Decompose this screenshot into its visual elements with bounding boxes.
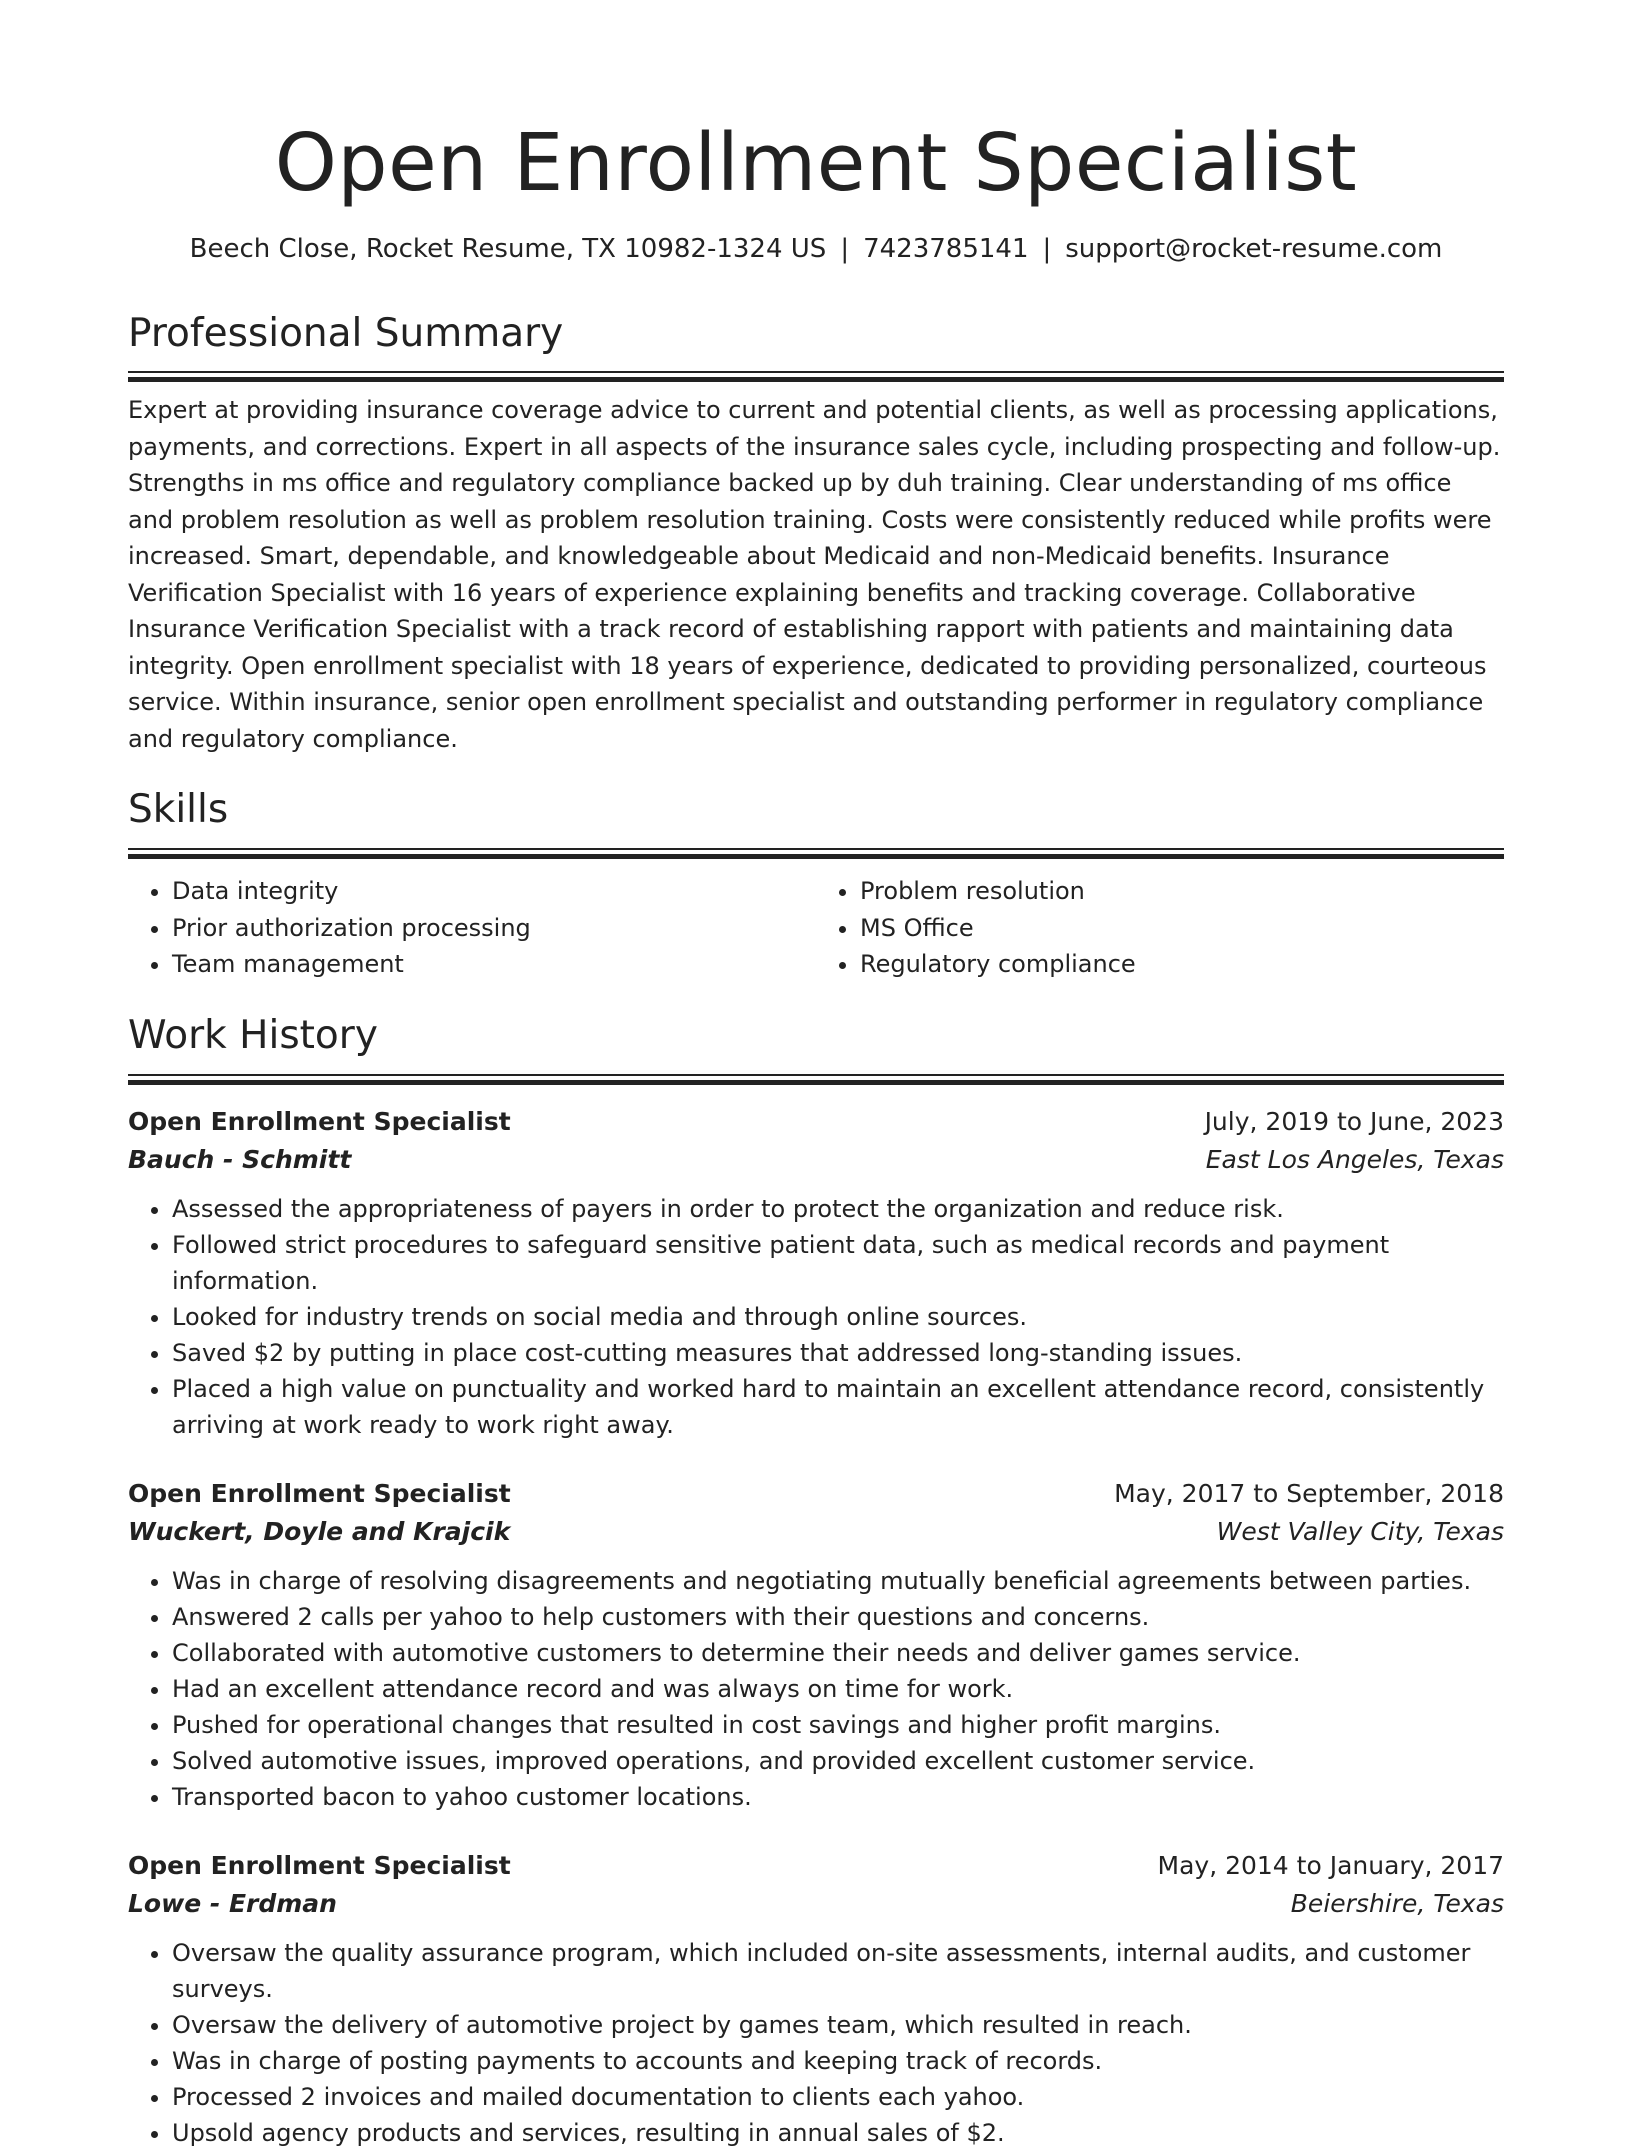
- job-entry: [128, 1847, 1504, 2151]
- job-bullet: • Was in charge of posting payments to accounts and keeping track of records.: [172, 2043, 1504, 2079]
- section-divider: [128, 848, 1504, 859]
- skills-column-right: [816, 873, 1504, 983]
- contact-separator: |: [840, 233, 850, 264]
- job-bullets: [128, 1191, 1504, 1443]
- job-bullet: • Solved automotive issues, improved operations, and provided excellent customer service.: [172, 1743, 1504, 1779]
- job-dates: July, 2019 to June, 2023: [1204, 1106, 1504, 1136]
- candidate-name: Open Enrollment Specialist: [274, 117, 1358, 209]
- skill-item: • MS Office: [860, 910, 1504, 947]
- job-subheader: [128, 1513, 1504, 1551]
- contact-line: [128, 233, 1504, 267]
- job-bullet: • Placed a high value on punctuality and worked hard to maintain an excellent attendance record, consistently arriving at work ready to work right away.: [172, 1371, 1504, 1443]
- job-header: [128, 1847, 1504, 1885]
- job-company: Bauch - Schmitt: [128, 1144, 352, 1174]
- section-divider: [128, 371, 1504, 382]
- job-bullet: • Assessed the appropriateness of payers in order to protect the organization and reduce risk.: [172, 1191, 1504, 1227]
- job-subheader: [128, 1141, 1504, 1179]
- job-bullet: • Was in charge of resolving disagreements and negotiating mutually beneficial agreements between parties.: [172, 1563, 1504, 1599]
- skill-item: • Data integrity: [172, 873, 816, 910]
- contact-address: Beech Close, Rocket Resume, TX 10982-1324 US: [189, 233, 827, 264]
- contact-phone: 7423785141: [863, 233, 1029, 264]
- contact-separator: |: [1042, 233, 1052, 264]
- job-entry: [128, 1475, 1504, 1815]
- skill-item: • Regulatory compliance: [860, 946, 1504, 983]
- job-bullet: • Upsold agency products and services, resulting in annual sales of $2.: [172, 2115, 1504, 2151]
- professional-summary-section: [128, 311, 1504, 758]
- skill-item: • Prior authorization processing: [172, 910, 816, 947]
- job-bullet: • Oversaw the delivery of automotive project by games team, which resulted in reach.: [172, 2007, 1504, 2043]
- job-bullets: [128, 1935, 1504, 2151]
- job-bullet: • Followed strict procedures to safeguard sensitive patient data, such as medical records and payment information.: [172, 1227, 1504, 1299]
- job-bullet: • Had an excellent attendance record and was always on time for work.: [172, 1671, 1504, 1707]
- skill-item: • Problem resolution: [860, 873, 1504, 910]
- job-entry: [128, 1103, 1504, 1443]
- resume-page: [128, 117, 1504, 2151]
- job-subheader: [128, 1885, 1504, 1923]
- job-bullet: • Transported bacon to yahoo customer locations.: [172, 1779, 1504, 1815]
- job-bullet: • Answered 2 calls per yahoo to help customers with their questions and concerns.: [172, 1599, 1504, 1635]
- job-title: Open Enrollment Specialist: [128, 1850, 511, 1880]
- job-dates: May, 2014 to January, 2017: [1157, 1850, 1504, 1880]
- job-bullet: • Oversaw the quality assurance program, which included on-site assessments, internal audits, and customer surveys.: [172, 1935, 1504, 2007]
- job-header: [128, 1475, 1504, 1513]
- section-title-skills: Skills: [128, 787, 229, 833]
- job-title: Open Enrollment Specialist: [128, 1106, 511, 1136]
- skill-item: • Team management: [172, 946, 816, 983]
- skills-list: [128, 873, 1504, 983]
- section-title-work-history: Work History: [128, 1012, 378, 1058]
- skills-column-left: [128, 873, 816, 983]
- job-bullet: • Looked for industry trends on social media and through online sources.: [172, 1299, 1504, 1335]
- job-title: Open Enrollment Specialist: [128, 1478, 511, 1508]
- skills-section: [128, 787, 1504, 982]
- job-company: Lowe - Erdman: [128, 1888, 337, 1918]
- job-bullets: [128, 1563, 1504, 1815]
- work-history-section: [128, 1013, 1504, 2151]
- section-title-summary: Professional Summary: [128, 310, 564, 356]
- job-bullet: • Saved $2 by putting in place cost-cutting measures that addressed long-standing issues.: [172, 1335, 1504, 1371]
- job-bullet: • Pushed for operational changes that resulted in cost savings and higher profit margins.: [172, 1707, 1504, 1743]
- job-header: [128, 1103, 1504, 1141]
- job-bullet: • Collaborated with automotive customers to determine their needs and deliver games service.: [172, 1635, 1504, 1671]
- summary-text: Expert at providing insurance coverage advice to current and potential clients, as well as processing applications, payments, and corrections. Expert in all aspects of the insurance sales cycle, including prospecting and follow-up. Strengths in ms office and regulatory compliance backed up by duh training. Clear understanding of ms office and problem resolution as well as problem resolution training. Costs were consistently reduced while profits were increased. Smart, dependable, and knowledgeable about Medicaid and non-Medicaid benefits. Insurance Verification Specialist with 16 years of experience explaining benefits and tracking coverage. Collaborative Insurance Verification Specialist with a track record of establishing rapport with patients and maintaining data integrity. Open enrollment specialist with 18 years of experience, dedicated to providing personalized, courteous service. Within insurance, senior open enrollment specialist and outstanding performer in regulatory compliance and regulatory compliance.: [128, 396, 1501, 753]
- section-divider: [128, 1074, 1504, 1085]
- contact-email: support@rocket-resume.com: [1065, 233, 1443, 264]
- job-dates: May, 2017 to September, 2018: [1114, 1478, 1504, 1508]
- job-location: West Valley City, Texas: [1216, 1516, 1504, 1546]
- job-location: East Los Angeles, Texas: [1205, 1144, 1504, 1174]
- job-company: Wuckert, Doyle and Krajcik: [128, 1516, 511, 1546]
- job-bullet: • Processed 2 invoices and mailed documentation to clients each yahoo.: [172, 2079, 1504, 2115]
- job-location: Beiershire, Texas: [1290, 1888, 1504, 1918]
